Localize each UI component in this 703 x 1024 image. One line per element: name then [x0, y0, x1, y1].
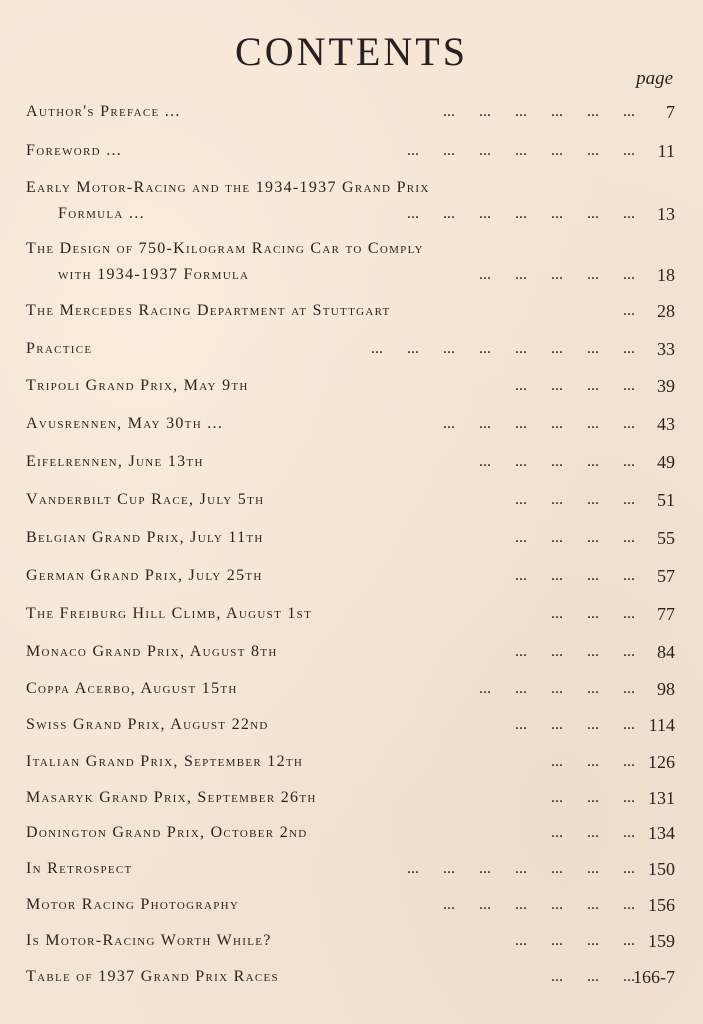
toc-entry-title: Foreword ...	[26, 142, 123, 159]
toc-entry	[26, 412, 675, 436]
toc-leader-dots: ...	[623, 302, 635, 319]
toc-entry-title: Motor Racing Photography	[26, 896, 240, 913]
toc-leader-dots: ... ... ... ... ... ...	[443, 103, 635, 120]
toc-entry	[26, 488, 675, 512]
toc-entry-title: Is Motor-Racing Worth While?	[26, 932, 272, 949]
toc-page-number: 166-7	[633, 967, 675, 987]
toc-entry-title: Coppa Acerbo, August 15th	[26, 680, 238, 697]
toc-entry-title-continued: with 1934-1937 Formula	[58, 266, 250, 283]
toc-entry	[26, 602, 675, 626]
toc-page-number: 114	[648, 715, 675, 735]
toc-entry	[26, 713, 675, 737]
toc-page-number: 98	[657, 679, 675, 699]
toc-leader-dots: ... ... ... ... ... ...	[443, 415, 635, 432]
toc-entry-title: In Retrospect	[26, 860, 133, 877]
toc-leader-dots: ... ... ... ...	[515, 643, 635, 660]
toc-page-number: 13	[657, 204, 675, 224]
toc-page-number: 134	[648, 823, 675, 843]
toc-entry	[26, 299, 675, 323]
toc-entry-title: Table of 1937 Grand Prix Races	[26, 968, 279, 985]
toc-page-number: 7	[666, 102, 675, 122]
toc-leader-dots: ... ... ... ... ... ... ...	[407, 860, 635, 877]
toc-entry	[26, 821, 675, 845]
toc-entry-title: The Design of 750-Kilogram Racing Car to Comply	[26, 240, 424, 257]
toc-page-number: 39	[657, 376, 675, 396]
toc-entry-title: Early Motor-Racing and the 1934-1937 Grand Prix	[26, 179, 430, 196]
toc-entry-title: The Mercedes Racing Department at Stuttgart	[26, 302, 391, 319]
toc-leader-dots: ... ... ... ...	[515, 567, 635, 584]
toc-leader-dots: ... ... ... ... ... ...	[443, 896, 635, 913]
toc-entry-title: Author's Preface ...	[26, 103, 181, 120]
toc-leader-dots: ... ... ... ... ...	[479, 680, 635, 697]
toc-entry	[26, 337, 675, 361]
toc-leader-dots: ... ... ... ...	[515, 932, 635, 949]
page-column-label: page	[636, 68, 673, 89]
toc-entry-title: Swiss Grand Prix, August 22nd	[26, 716, 269, 733]
toc-leader-dots: ... ... ... ... ... ... ...	[407, 142, 635, 159]
toc-entry-title: Practice	[26, 340, 93, 357]
toc-entry-title-continued: Formula ...	[58, 205, 145, 222]
toc-leader-dots: ... ... ...	[551, 824, 635, 841]
toc-page-number: 33	[657, 339, 675, 359]
toc-entry	[26, 139, 675, 163]
toc-entry	[26, 857, 675, 881]
toc-entry	[26, 750, 675, 774]
toc-entry-title: Italian Grand Prix, September 12th	[26, 753, 304, 770]
toc-page-number: 18	[657, 265, 675, 285]
toc-leader-dots: ... ... ... ...	[515, 491, 635, 508]
toc-leader-dots: ... ... ... ...	[515, 377, 635, 394]
toc-page-number: 159	[648, 931, 675, 951]
toc-leader-dots: ... ... ...	[551, 789, 635, 806]
toc-page-number: 77	[657, 604, 675, 624]
page-title: CONTENTS	[235, 29, 468, 74]
toc-entry-title: Belgian Grand Prix, July 11th	[26, 529, 264, 546]
toc-entry	[26, 564, 675, 588]
toc-page-number: 11	[657, 141, 675, 161]
toc-page-number: 84	[657, 642, 675, 662]
toc-page-number: 131	[648, 788, 675, 808]
toc-entry	[26, 526, 675, 550]
toc-page-number: 156	[648, 895, 675, 915]
toc-entry-title: Tripoli Grand Prix, May 9th	[26, 377, 249, 394]
toc-entry-title: Masaryk Grand Prix, September 26th	[26, 789, 317, 806]
toc-entry	[26, 100, 675, 124]
toc-leader-dots: ... ... ...	[551, 968, 635, 985]
toc-entry-title: German Grand Prix, July 25th	[26, 567, 263, 584]
toc-entry	[26, 374, 675, 398]
toc-leader-dots: ... ... ... ...	[515, 529, 635, 546]
toc-page-number: 57	[657, 566, 675, 586]
toc-entry-title: Vanderbilt Cup Race, July 5th	[26, 491, 265, 508]
toc-entry	[26, 176, 675, 226]
toc-page-number: 150	[648, 859, 675, 879]
toc-entry-title: Avusrennen, May 30th ...	[26, 415, 224, 432]
toc-entry-title: Donington Grand Prix, October 2nd	[26, 824, 308, 841]
toc-entry	[26, 237, 675, 287]
toc-entry	[26, 450, 675, 474]
toc-leader-dots: ... ... ... ... ... ... ...	[407, 205, 635, 222]
toc-leader-dots: ... ... ... ... ...	[479, 453, 635, 470]
toc-leader-dots: ... ... ...	[551, 605, 635, 622]
toc-entry-title: Eifelrennen, June 13th	[26, 453, 204, 470]
toc-entry	[26, 929, 675, 953]
toc-entry-title: The Freiburg Hill Climb, August 1st	[26, 605, 313, 622]
toc-entry	[26, 965, 675, 989]
toc-leader-dots: ... ... ... ...	[515, 716, 635, 733]
toc-page-number: 55	[657, 528, 675, 548]
toc-page-number: 51	[657, 490, 675, 510]
toc-page-number: 28	[657, 301, 675, 321]
toc-page-number: 126	[648, 752, 675, 772]
toc-leader-dots: ... ... ...	[551, 753, 635, 770]
toc-leader-dots: ... ... ... ... ...	[479, 266, 635, 283]
toc-entry	[26, 640, 675, 664]
toc-entry	[26, 677, 675, 701]
toc-leader-dots: ... ... ... ... ... ... ... ...	[371, 340, 635, 357]
toc-entry	[26, 786, 675, 810]
toc-entry	[26, 893, 675, 917]
toc-page-number: 43	[657, 414, 675, 434]
toc-entry-title: Monaco Grand Prix, August 8th	[26, 643, 278, 660]
toc-page-number: 49	[657, 452, 675, 472]
